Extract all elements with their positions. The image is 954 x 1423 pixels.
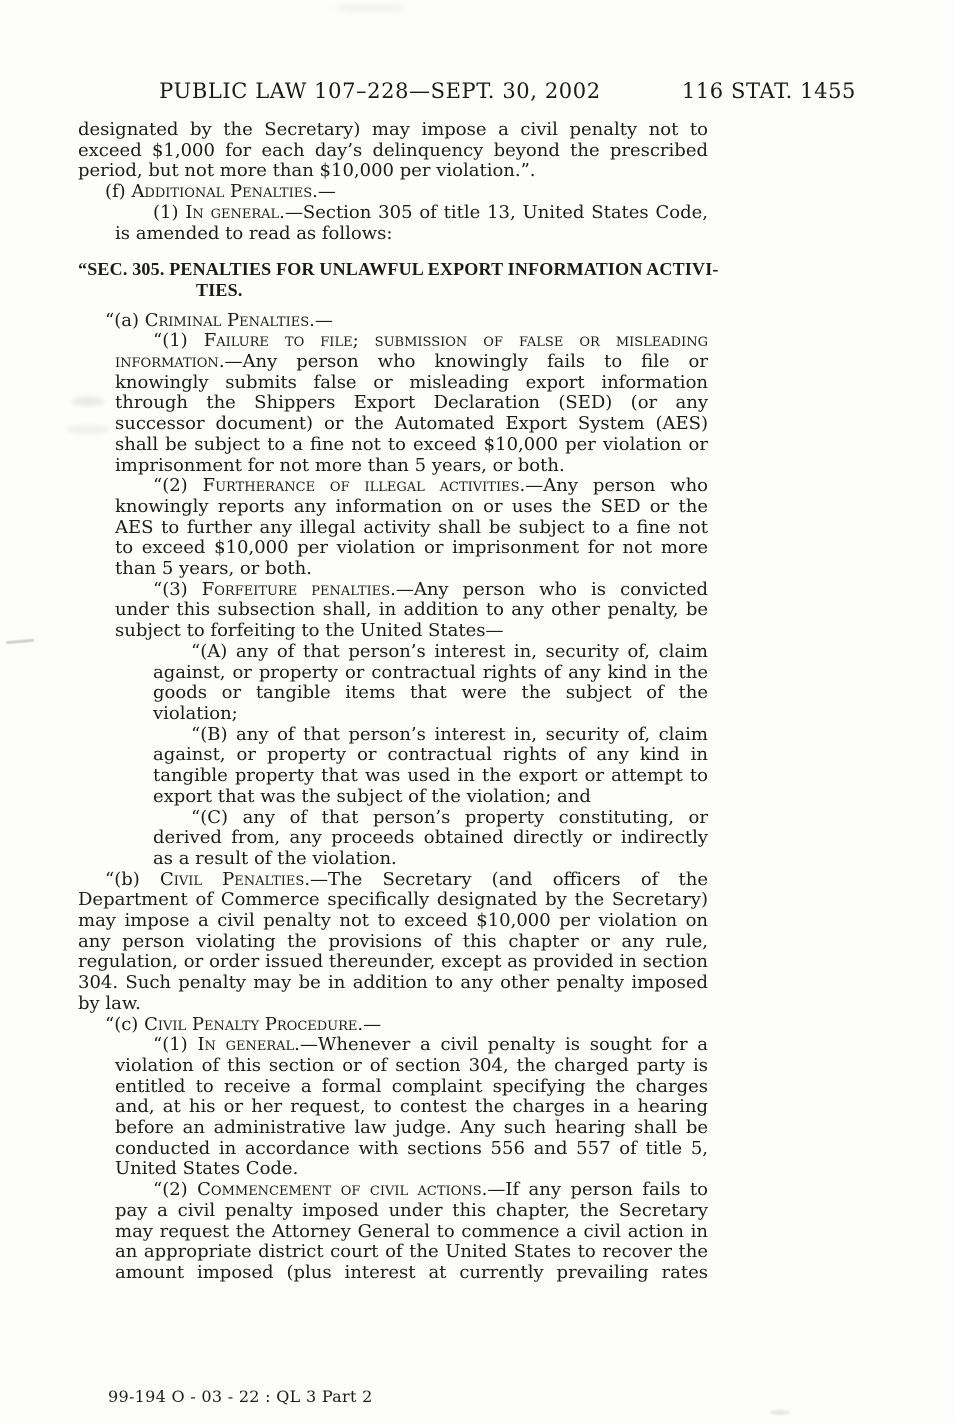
- text-segment: “(3): [153, 578, 202, 600]
- text-segment: .—: [312, 181, 336, 203]
- scan-artifact: [6, 639, 34, 644]
- paragraph-c-2: [78, 1180, 708, 1284]
- text-segment: .—The Secretary (and officers of the Department of Commerce specifically designated by the Secretary) may impose a civil penalty not to exceed $10,000 per violation on any person violating the provisions of this chapter or any rule, regulation, or order issued thereunder, except as provided in section 304. Such penalty may be in addition to any other penalty imposed by law.: [78, 868, 708, 1014]
- section-305-heading-line-1: [78, 259, 719, 280]
- text-segment: .—Any person who knowingly fails to file or knowingly submits false or misleading export information through the Shippers Export Declaration (SED) (or any successor document) or the Automated Export System (AES) shall be subject to a fine not to exceed $10,000 per violation or imprisonment for not more than 5 years, or both.: [115, 351, 708, 476]
- subsection-c: [78, 1015, 708, 1036]
- subparagraph-C: [78, 808, 708, 870]
- text-segment: “(b): [105, 868, 160, 890]
- smallcaps-label: In general: [185, 201, 280, 223]
- smallcaps-label: Forfeiture penalties: [201, 578, 391, 600]
- subsection-f: [78, 182, 708, 203]
- smallcaps-label: Criminal Penalties: [144, 309, 310, 331]
- print-code: 99-194 O - 03 - 22 : QL 3 Part 2: [108, 1387, 373, 1406]
- scan-artifact: [335, 4, 405, 12]
- stat-citation: 116 STAT. 1455: [681, 79, 856, 103]
- text-segment: “(1): [153, 1034, 198, 1056]
- text-segment: “(A) any of that person’s interest in, security of, claim against, or property or contractual rights of any kind in the goods or tangible items that were the subject of the violation;: [153, 640, 708, 724]
- smallcaps-label: Civil Penalty Procedure: [144, 1013, 358, 1035]
- page-header: [78, 79, 856, 103]
- paragraph-c-1: [78, 1035, 708, 1180]
- text-segment: (1): [153, 201, 186, 223]
- paragraph-a-1: [78, 331, 708, 476]
- text-segment: TIES.: [196, 279, 243, 300]
- text-segment: .—Section 305 of title 13, United States Code, is amended to read as follows:: [115, 201, 708, 244]
- subsection-a: [78, 311, 708, 332]
- document-body: [78, 119, 719, 1284]
- paragraph-f-1: [78, 203, 708, 244]
- text-segment: .—: [309, 309, 333, 331]
- text-segment: “(C) any of that person’s property constituting, or derived from, any proceeds obtained directly or indirectly as a result of the violation.: [153, 806, 708, 869]
- text-segment: “(B) any of that person’s interest in, security of, claim against, or property or contractual rights of any kind in tangible property that was used in the export or attempt to export that was the subject of the violation; and: [153, 723, 708, 807]
- text-segment: “(2): [153, 475, 203, 497]
- law-citation: PUBLIC LAW 107–228—SEPT. 30, 2002: [159, 79, 601, 103]
- text-segment: “SEC. 305. PENALTIES FOR UNLAWFUL EXPORT INFORMATION ACTIVI-: [78, 259, 719, 280]
- section-305-heading-line-2: [78, 280, 708, 301]
- text-segment: (f): [105, 181, 132, 203]
- text-segment: designated by the Secretary) may impose a civil penalty not to exceed $1,000 for each day’s delinquency beyond the prescribed period, but not more than $10,000 per violation.”.: [78, 119, 708, 182]
- smallcaps-label: Commencement of civil actions: [197, 1179, 482, 1201]
- subparagraph-A: [78, 642, 708, 725]
- subparagraph-B: [78, 725, 708, 808]
- smallcaps-label: Furtherance of illegal activities: [202, 475, 520, 497]
- smallcaps-label: Failure to file; submission of false or misleading information: [115, 330, 708, 373]
- smallcaps-label: Civil Penalties: [159, 868, 305, 890]
- text-segment: .—Whenever a civil penalty is sought for a violation of this section or of section 304, the charged party is entitled to receive a formal complaint specifying the charges and, at his or her request, to contest the charges in a hearing before an administrative law judge. Any such hearing shall be conducted in accordance with sections 556 and 557 of title 5, United States Code.: [115, 1034, 708, 1180]
- paragraph-a-3: [78, 580, 708, 642]
- text-segment: .—If any person fails to pay a civil penalty imposed under this chapter, the Secretary may request the Attorney General to commence a civil action in an appropriate district court of the United States to recover the amount imposed (plus interest at currently prevailing rates: [115, 1179, 708, 1283]
- paragraph-a-2: [78, 476, 708, 580]
- subsection-b: [78, 870, 708, 1015]
- text-segment: “(c): [105, 1013, 145, 1035]
- smallcaps-label: In general: [197, 1034, 295, 1056]
- text-segment: .—: [357, 1013, 382, 1035]
- text-segment: “(1): [153, 330, 204, 352]
- text-segment: “(a): [105, 309, 145, 331]
- smallcaps-label: Additional Penalties: [131, 181, 313, 203]
- text-segment: .—Any person who knowingly reports any information on or uses the SED or the AES to further any illegal activity shall be subject to a fine not to exceed $10,000 per violation or imprisonment for not more than 5 years, or both.: [115, 475, 709, 580]
- text-segment: “(2): [153, 1179, 198, 1201]
- text-segment: .—Any person who is convicted under this subsection shall, in addition to any other penalty, be subject to forfeiting to the United States—: [115, 578, 709, 642]
- scan-artifact: [770, 1410, 790, 1415]
- intro-continuation: [78, 120, 708, 182]
